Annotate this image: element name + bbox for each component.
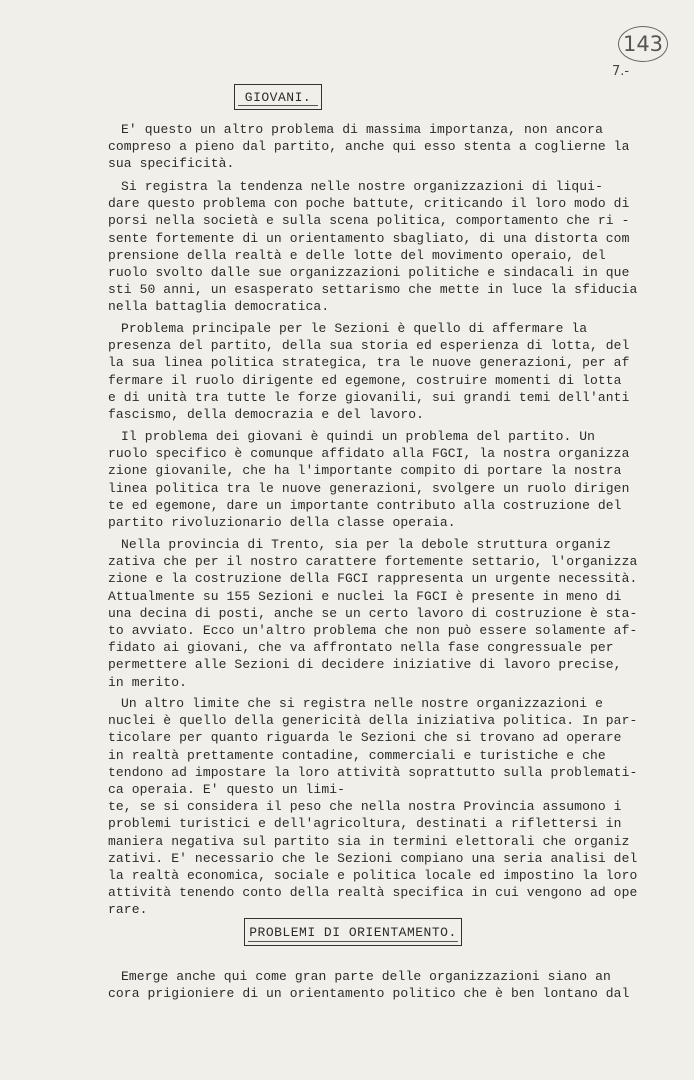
- text-line: E' questo un altro problema di massima importanza, non ancora: [121, 122, 603, 137]
- section-heading-orientamento: PROBLEMI DI ORIENTAMENTO.: [244, 918, 462, 946]
- text-line: Si registra la tendenza nelle nostre organizzazioni di liqui-: [121, 179, 603, 194]
- page-marker: 7.-: [612, 64, 630, 79]
- text-line: zione e la costruzione della FGCI rappresenta un urgente necessità.: [108, 571, 638, 587]
- text-line: zativa che per il nostro carattere fortemente settario, l'organizza: [108, 554, 638, 570]
- text-line: in merito.: [108, 674, 188, 690]
- text-line: to avviato. Ecco un'altro problema che non può essere solamente af-: [108, 623, 638, 639]
- paragraph-2: [108, 178, 638, 316]
- page-number: 143: [618, 26, 668, 62]
- text-line: attività tenendo conto della realtà specifica in cui vengono ad ope: [108, 885, 638, 901]
- text-line: la realtà economica, sociale e politica locale ed impostino la loro: [108, 868, 638, 884]
- paragraph-6: [108, 695, 638, 919]
- text-line: fermare il ruolo dirigente ed egemone, costruire momenti di lotta: [108, 372, 622, 388]
- text-line: dare questo problema con poche battute, criticando il loro modo di: [108, 196, 630, 212]
- paragraph-7: [108, 968, 628, 1002]
- text-line: permettere alle Sezioni di decidere iniziative di lavoro precise,: [108, 657, 622, 673]
- text-line: sente fortemente di un orientamento sbagliato, di una distorta com: [108, 230, 630, 246]
- text-line: rare.: [108, 902, 148, 918]
- text-line: Il problema dei giovani è quindi un problema del partito. Un: [121, 429, 596, 444]
- text-line: in realtà prettamente contadine, commerciali e turistiche e che: [108, 747, 606, 763]
- section-heading-giovani: GIOVANI.: [234, 84, 322, 110]
- text-line: fascismo, della democrazia e del lavoro.: [108, 407, 425, 423]
- paragraph-5: [108, 536, 638, 691]
- text-line: te, se si considera il peso che nella nostra Provincia assumono i: [108, 799, 622, 815]
- text-line: linea politica tra le nuove generazioni, svolgere un ruolo dirigen: [108, 480, 630, 496]
- text-line: presenza del partito, della sua storia ed esperienza di lotta, del: [108, 338, 630, 354]
- text-line: problemi turistici e dell'agricoltura, destinati a riflettersi in: [108, 816, 622, 832]
- text-line: zione giovanile, che ha l'importante compito di portare la nostra: [108, 463, 622, 479]
- paragraph-1: [108, 121, 628, 173]
- text-line: maniera negativa sul partito sia in termini elettorali che organiz: [108, 833, 630, 849]
- text-line: compreso a pieno dal partito, anche qui esso stenta a coglierne la: [108, 139, 630, 155]
- text-line: porsi nella società e sulla scena politica, comportamento che ri -: [108, 213, 630, 229]
- paragraph-3: [108, 320, 628, 423]
- paragraph-4: [108, 428, 628, 531]
- text-line: ca operaia. E' questo un limi-: [108, 782, 346, 798]
- text-line: partito rivoluzionario della classe operaia.: [108, 515, 456, 531]
- text-line: te ed egemone, dare un importante contributo alla costruzione del: [108, 497, 622, 513]
- text-line: nuclei è quello della genericità della iniziativa politica. In par-: [108, 713, 638, 729]
- text-line: sua specificità.: [108, 156, 235, 172]
- text-line: Un altro limite che si registra nelle nostre organizzazioni e: [121, 696, 603, 711]
- text-line: sti 50 anni, un esasperato settarismo che mette in luce la sfiducia: [108, 282, 638, 298]
- text-line: la sua linea politica strategica, tra le nuove generazioni, per af: [108, 355, 630, 371]
- text-line: ruolo svolto dalle sue organizzazioni politiche e sindacali in que: [108, 265, 630, 281]
- text-line: ruolo specifico è comunque affidato alla FGCI, la nostra organizza: [108, 446, 630, 462]
- text-line: una decina di posti, anche se un certo lavoro di costruzione è sta-: [108, 605, 638, 621]
- text-line: e di unità tra tutte le forze giovanili, sui grandi temi dell'anti: [108, 389, 630, 405]
- text-line: Attualmente su 155 Sezioni e nuclei la FGCI è presente in meno di: [108, 588, 622, 604]
- text-line: Nella provincia di Trento, sia per la debole struttura organiz: [121, 537, 611, 552]
- text-line: tendono ad impostare la loro attività soprattutto sulla problemati-: [108, 764, 638, 780]
- text-line: Problema principale per le Sezioni è quello di affermare la: [121, 321, 588, 336]
- text-line: cora prigioniere di un orientamento politico che è ben lontano dal: [108, 986, 630, 1002]
- text-line: ticolare per quanto riguarda le Sezioni che si trovano ad operare: [108, 730, 622, 746]
- text-line: prensione della realtà e delle lotte del movimento operaio, del: [108, 247, 606, 263]
- text-line: fidato ai giovani, che va affrontato nella fase congressuale per: [108, 640, 614, 656]
- text-line: Emerge anche qui come gran parte delle organizzazioni siano an: [121, 969, 611, 984]
- text-line: zativi. E' necessario che le Sezioni compiano una seria analisi del: [108, 850, 638, 866]
- text-line: nella battaglia democratica.: [108, 299, 330, 315]
